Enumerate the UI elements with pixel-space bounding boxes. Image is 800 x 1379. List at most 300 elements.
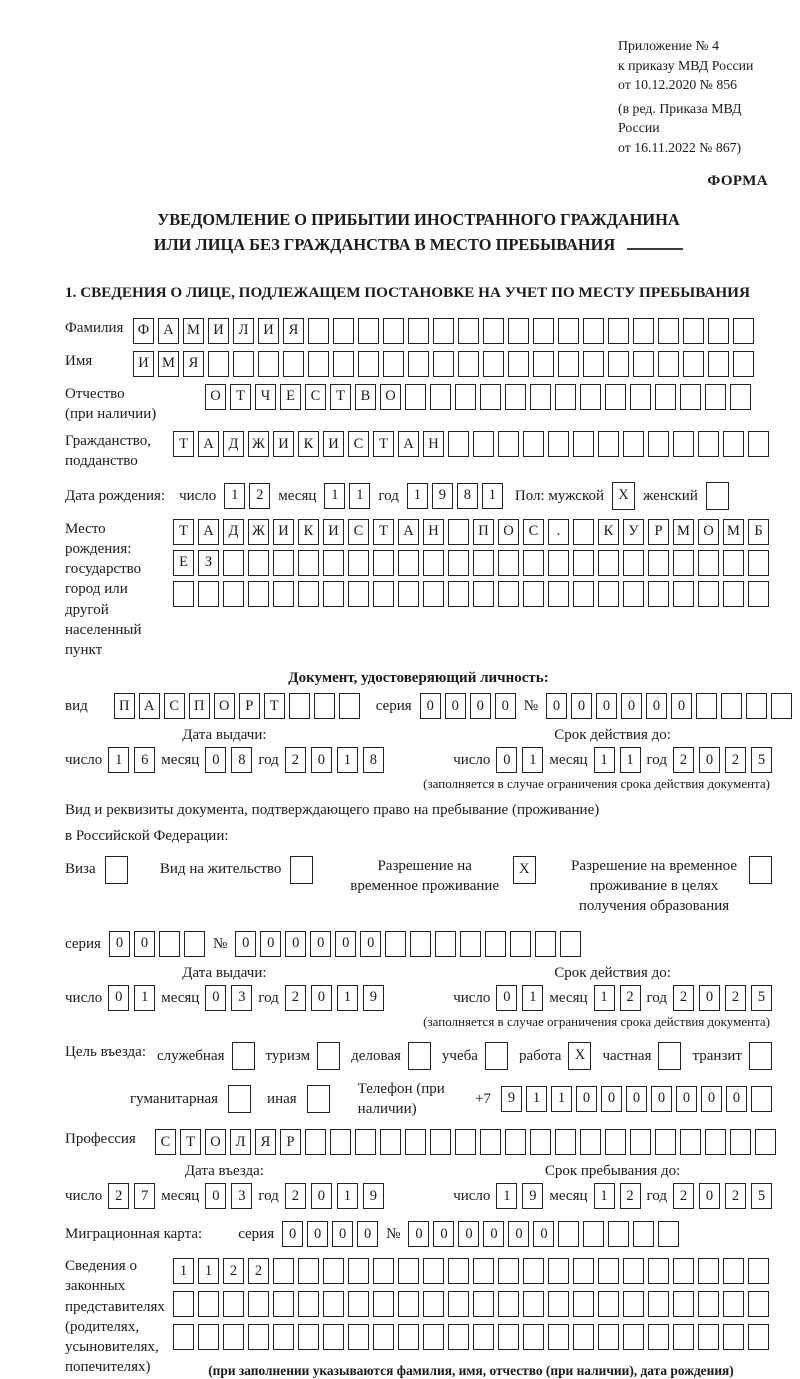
char-box[interactable]: [383, 351, 404, 377]
char-box[interactable]: Д: [223, 431, 244, 457]
char-box[interactable]: [623, 1324, 644, 1350]
char-box[interactable]: [630, 1129, 651, 1155]
char-box[interactable]: [248, 1324, 269, 1350]
char-box[interactable]: [458, 351, 479, 377]
char-box[interactable]: У: [623, 519, 644, 545]
char-box[interactable]: 2: [620, 985, 641, 1011]
char-box[interactable]: [523, 1291, 544, 1317]
char-box[interactable]: [673, 1324, 694, 1350]
char-box[interactable]: [533, 318, 554, 344]
char-box[interactable]: X: [612, 482, 635, 510]
char-box[interactable]: 0: [205, 747, 226, 773]
char-box[interactable]: [706, 482, 729, 510]
char-box[interactable]: [348, 1324, 369, 1350]
char-box[interactable]: 0: [576, 1086, 597, 1112]
char-box[interactable]: 0: [508, 1221, 529, 1247]
char-box[interactable]: 0: [571, 693, 592, 719]
char-box[interactable]: [630, 384, 651, 410]
char-box[interactable]: 0: [626, 1086, 647, 1112]
char-box[interactable]: 0: [646, 693, 667, 719]
char-box[interactable]: [583, 318, 604, 344]
char-box[interactable]: Ч: [255, 384, 276, 410]
char-box[interactable]: [523, 1324, 544, 1350]
char-box[interactable]: [498, 1291, 519, 1317]
char-box[interactable]: [298, 1324, 319, 1350]
char-box[interactable]: [233, 351, 254, 377]
char-box[interactable]: [580, 384, 601, 410]
char-box[interactable]: З: [198, 550, 219, 576]
char-box[interactable]: [583, 351, 604, 377]
char-box[interactable]: [748, 550, 769, 576]
char-box[interactable]: Л: [230, 1129, 251, 1155]
char-box[interactable]: [273, 1324, 294, 1350]
char-box[interactable]: [298, 1291, 319, 1317]
char-box[interactable]: 2: [248, 1258, 269, 1284]
char-box[interactable]: [398, 1291, 419, 1317]
char-box[interactable]: [485, 1042, 508, 1070]
char-box[interactable]: [655, 1129, 676, 1155]
char-box[interactable]: [673, 550, 694, 576]
char-box[interactable]: [398, 550, 419, 576]
char-box[interactable]: [317, 1042, 340, 1070]
char-box[interactable]: [648, 1324, 669, 1350]
char-box[interactable]: [323, 550, 344, 576]
char-box[interactable]: [433, 318, 454, 344]
char-box[interactable]: 9: [432, 483, 453, 509]
char-box[interactable]: [530, 1129, 551, 1155]
char-box[interactable]: [348, 550, 369, 576]
char-box[interactable]: [623, 1291, 644, 1317]
char-box[interactable]: [298, 1258, 319, 1284]
char-box[interactable]: [298, 550, 319, 576]
char-box[interactable]: [498, 550, 519, 576]
char-box[interactable]: [583, 1221, 604, 1247]
char-box[interactable]: [223, 1324, 244, 1350]
char-box[interactable]: [398, 1324, 419, 1350]
char-box[interactable]: [373, 581, 394, 607]
char-box[interactable]: [748, 1324, 769, 1350]
char-box[interactable]: М: [723, 519, 744, 545]
char-box[interactable]: П: [473, 519, 494, 545]
char-box[interactable]: [573, 1324, 594, 1350]
char-box[interactable]: [523, 1258, 544, 1284]
char-box[interactable]: X: [513, 856, 536, 884]
char-box[interactable]: 2: [673, 1183, 694, 1209]
char-box[interactable]: С: [348, 431, 369, 457]
char-box[interactable]: 2: [285, 1183, 306, 1209]
char-box[interactable]: 9: [501, 1086, 522, 1112]
char-box[interactable]: 7: [134, 1183, 155, 1209]
char-box[interactable]: 3: [231, 1183, 252, 1209]
char-box[interactable]: [373, 1324, 394, 1350]
char-box[interactable]: О: [380, 384, 401, 410]
char-box[interactable]: 0: [311, 985, 332, 1011]
char-box[interactable]: [232, 1042, 255, 1070]
char-box[interactable]: А: [139, 693, 160, 719]
char-box[interactable]: [560, 931, 581, 957]
char-box[interactable]: [373, 1258, 394, 1284]
char-box[interactable]: 0: [470, 693, 491, 719]
char-box[interactable]: [733, 351, 754, 377]
char-box[interactable]: [673, 1258, 694, 1284]
char-box[interactable]: 0: [699, 985, 720, 1011]
char-box[interactable]: [680, 1129, 701, 1155]
char-box[interactable]: 0: [726, 1086, 747, 1112]
char-box[interactable]: [548, 581, 569, 607]
char-box[interactable]: Т: [230, 384, 251, 410]
char-box[interactable]: 0: [651, 1086, 672, 1112]
char-box[interactable]: 2: [249, 483, 270, 509]
char-box[interactable]: 1: [337, 747, 358, 773]
char-box[interactable]: [648, 550, 669, 576]
char-box[interactable]: [355, 1129, 376, 1155]
char-box[interactable]: [605, 384, 626, 410]
char-box[interactable]: [410, 931, 431, 957]
char-box[interactable]: 2: [108, 1183, 129, 1209]
char-box[interactable]: [523, 581, 544, 607]
char-box[interactable]: [423, 1258, 444, 1284]
char-box[interactable]: [598, 1291, 619, 1317]
char-box[interactable]: [228, 1085, 251, 1113]
char-box[interactable]: [748, 431, 769, 457]
char-box[interactable]: 1: [108, 747, 129, 773]
char-box[interactable]: [173, 1324, 194, 1350]
char-box[interactable]: Я: [283, 318, 304, 344]
char-box[interactable]: [198, 1291, 219, 1317]
char-box[interactable]: [623, 550, 644, 576]
char-box[interactable]: Т: [173, 431, 194, 457]
char-box[interactable]: 1: [349, 483, 370, 509]
char-box[interactable]: 1: [594, 747, 615, 773]
char-box[interactable]: [658, 318, 679, 344]
char-box[interactable]: [385, 931, 406, 957]
char-box[interactable]: Т: [264, 693, 285, 719]
char-box[interactable]: [483, 351, 504, 377]
char-box[interactable]: Я: [255, 1129, 276, 1155]
char-box[interactable]: [498, 1258, 519, 1284]
char-box[interactable]: [523, 431, 544, 457]
char-box[interactable]: 0: [109, 931, 130, 957]
char-box[interactable]: [323, 581, 344, 607]
char-box[interactable]: И: [133, 351, 154, 377]
char-box[interactable]: [405, 384, 426, 410]
char-box[interactable]: [208, 351, 229, 377]
char-box[interactable]: [680, 384, 701, 410]
char-box[interactable]: [435, 931, 456, 957]
char-box[interactable]: 0: [458, 1221, 479, 1247]
char-box[interactable]: [698, 581, 719, 607]
char-box[interactable]: [473, 1324, 494, 1350]
char-box[interactable]: 0: [307, 1221, 328, 1247]
char-box[interactable]: [473, 1291, 494, 1317]
char-box[interactable]: 1: [496, 1183, 517, 1209]
char-box[interactable]: [698, 1258, 719, 1284]
char-box[interactable]: А: [198, 431, 219, 457]
char-box[interactable]: Т: [180, 1129, 201, 1155]
char-box[interactable]: 1: [337, 1183, 358, 1209]
char-box[interactable]: [658, 351, 679, 377]
char-box[interactable]: [533, 351, 554, 377]
char-box[interactable]: 0: [671, 693, 692, 719]
char-box[interactable]: [460, 931, 481, 957]
char-box[interactable]: [508, 351, 529, 377]
char-box[interactable]: [473, 431, 494, 457]
char-box[interactable]: [548, 1291, 569, 1317]
char-box[interactable]: [273, 1258, 294, 1284]
char-box[interactable]: [305, 1129, 326, 1155]
char-box[interactable]: 1: [337, 985, 358, 1011]
char-box[interactable]: 0: [205, 985, 226, 1011]
char-box[interactable]: 0: [699, 747, 720, 773]
char-box[interactable]: [723, 581, 744, 607]
char-box[interactable]: 0: [621, 693, 642, 719]
char-box[interactable]: 1: [173, 1258, 194, 1284]
char-box[interactable]: [548, 1324, 569, 1350]
char-box[interactable]: О: [205, 384, 226, 410]
char-box[interactable]: [505, 1129, 526, 1155]
char-box[interactable]: Н: [423, 431, 444, 457]
char-box[interactable]: 2: [285, 747, 306, 773]
char-box[interactable]: [723, 1291, 744, 1317]
char-box[interactable]: [648, 1291, 669, 1317]
char-box[interactable]: Е: [173, 550, 194, 576]
char-box[interactable]: Р: [648, 519, 669, 545]
char-box[interactable]: [751, 1086, 772, 1112]
char-box[interactable]: [173, 581, 194, 607]
char-box[interactable]: [771, 693, 792, 719]
char-box[interactable]: [573, 519, 594, 545]
char-box[interactable]: М: [183, 318, 204, 344]
char-box[interactable]: [480, 1129, 501, 1155]
char-box[interactable]: 0: [445, 693, 466, 719]
char-box[interactable]: [558, 318, 579, 344]
char-box[interactable]: 0: [332, 1221, 353, 1247]
char-box[interactable]: С: [523, 519, 544, 545]
char-box[interactable]: [473, 1258, 494, 1284]
char-box[interactable]: 5: [751, 747, 772, 773]
char-box[interactable]: [498, 431, 519, 457]
char-box[interactable]: И: [208, 318, 229, 344]
char-box[interactable]: [648, 1258, 669, 1284]
char-box[interactable]: [548, 550, 569, 576]
char-box[interactable]: С: [305, 384, 326, 410]
char-box[interactable]: 0: [360, 931, 381, 957]
char-box[interactable]: 1: [551, 1086, 572, 1112]
char-box[interactable]: [683, 318, 704, 344]
char-box[interactable]: [198, 1324, 219, 1350]
char-box[interactable]: 0: [408, 1221, 429, 1247]
char-box[interactable]: 0: [495, 693, 516, 719]
char-box[interactable]: [248, 581, 269, 607]
char-box[interactable]: Ж: [248, 519, 269, 545]
char-box[interactable]: [558, 351, 579, 377]
char-box[interactable]: [258, 351, 279, 377]
char-box[interactable]: [748, 581, 769, 607]
char-box[interactable]: [298, 581, 319, 607]
char-box[interactable]: 2: [673, 747, 694, 773]
char-box[interactable]: [408, 1042, 431, 1070]
char-box[interactable]: [598, 550, 619, 576]
char-box[interactable]: Т: [330, 384, 351, 410]
char-box[interactable]: С: [155, 1129, 176, 1155]
char-box[interactable]: [608, 318, 629, 344]
char-box[interactable]: [683, 351, 704, 377]
char-box[interactable]: 0: [601, 1086, 622, 1112]
char-box[interactable]: [373, 1291, 394, 1317]
char-box[interactable]: [173, 1291, 194, 1317]
char-box[interactable]: [273, 550, 294, 576]
char-box[interactable]: 0: [235, 931, 256, 957]
char-box[interactable]: [408, 318, 429, 344]
char-box[interactable]: А: [158, 318, 179, 344]
char-box[interactable]: 0: [483, 1221, 504, 1247]
char-box[interactable]: [730, 384, 751, 410]
char-box[interactable]: [658, 1221, 679, 1247]
char-box[interactable]: [430, 384, 451, 410]
char-box[interactable]: [548, 1258, 569, 1284]
char-box[interactable]: [673, 1291, 694, 1317]
char-box[interactable]: [330, 1129, 351, 1155]
char-box[interactable]: [408, 351, 429, 377]
char-box[interactable]: 1: [324, 483, 345, 509]
char-box[interactable]: Н: [423, 519, 444, 545]
char-box[interactable]: [708, 318, 729, 344]
char-box[interactable]: 0: [108, 985, 129, 1011]
char-box[interactable]: А: [398, 519, 419, 545]
char-box[interactable]: Р: [280, 1129, 301, 1155]
char-box[interactable]: [333, 351, 354, 377]
char-box[interactable]: [423, 550, 444, 576]
char-box[interactable]: 2: [725, 985, 746, 1011]
char-box[interactable]: М: [673, 519, 694, 545]
char-box[interactable]: [473, 581, 494, 607]
char-box[interactable]: [623, 431, 644, 457]
char-box[interactable]: И: [323, 519, 344, 545]
char-box[interactable]: [598, 581, 619, 607]
char-box[interactable]: 2: [620, 1183, 641, 1209]
char-box[interactable]: 0: [310, 931, 331, 957]
char-box[interactable]: [633, 1221, 654, 1247]
char-box[interactable]: К: [298, 431, 319, 457]
char-box[interactable]: [548, 431, 569, 457]
char-box[interactable]: [498, 1324, 519, 1350]
char-box[interactable]: 2: [725, 747, 746, 773]
char-box[interactable]: [608, 1221, 629, 1247]
char-box[interactable]: [723, 431, 744, 457]
char-box[interactable]: X: [568, 1042, 591, 1070]
char-box[interactable]: [755, 1129, 776, 1155]
char-box[interactable]: [598, 1324, 619, 1350]
char-box[interactable]: [746, 693, 767, 719]
char-box[interactable]: Я: [183, 351, 204, 377]
char-box[interactable]: И: [258, 318, 279, 344]
char-box[interactable]: 2: [673, 985, 694, 1011]
char-box[interactable]: 9: [363, 985, 384, 1011]
char-box[interactable]: [698, 1324, 719, 1350]
char-box[interactable]: О: [205, 1129, 226, 1155]
char-box[interactable]: 0: [311, 1183, 332, 1209]
char-box[interactable]: [248, 550, 269, 576]
char-box[interactable]: [723, 1324, 744, 1350]
char-box[interactable]: 1: [526, 1086, 547, 1112]
char-box[interactable]: [648, 431, 669, 457]
char-box[interactable]: Б: [748, 519, 769, 545]
char-box[interactable]: С: [348, 519, 369, 545]
char-box[interactable]: 1: [407, 483, 428, 509]
char-box[interactable]: 1: [134, 985, 155, 1011]
char-box[interactable]: С: [164, 693, 185, 719]
char-box[interactable]: [323, 1258, 344, 1284]
char-box[interactable]: [723, 550, 744, 576]
char-box[interactable]: 2: [725, 1183, 746, 1209]
char-box[interactable]: [290, 856, 313, 884]
char-box[interactable]: [348, 1291, 369, 1317]
char-box[interactable]: 5: [751, 1183, 772, 1209]
char-box[interactable]: [605, 1129, 626, 1155]
char-box[interactable]: [448, 519, 469, 545]
char-box[interactable]: [433, 351, 454, 377]
char-box[interactable]: [573, 550, 594, 576]
char-box[interactable]: 0: [676, 1086, 697, 1112]
char-box[interactable]: Т: [173, 519, 194, 545]
char-box[interactable]: [580, 1129, 601, 1155]
char-box[interactable]: 8: [457, 483, 478, 509]
char-box[interactable]: [698, 1291, 719, 1317]
char-box[interactable]: [307, 1085, 330, 1113]
char-box[interactable]: [733, 318, 754, 344]
char-box[interactable]: [398, 1258, 419, 1284]
char-box[interactable]: [159, 931, 180, 957]
char-box[interactable]: [273, 581, 294, 607]
char-box[interactable]: 9: [363, 1183, 384, 1209]
char-box[interactable]: 2: [285, 985, 306, 1011]
char-box[interactable]: Л: [233, 318, 254, 344]
char-box[interactable]: [323, 1291, 344, 1317]
char-box[interactable]: А: [198, 519, 219, 545]
char-box[interactable]: И: [273, 519, 294, 545]
char-box[interactable]: 0: [311, 747, 332, 773]
char-box[interactable]: [698, 431, 719, 457]
char-box[interactable]: 0: [357, 1221, 378, 1247]
char-box[interactable]: 0: [699, 1183, 720, 1209]
char-box[interactable]: [558, 1221, 579, 1247]
char-box[interactable]: [655, 384, 676, 410]
char-box[interactable]: [455, 384, 476, 410]
char-box[interactable]: П: [114, 693, 135, 719]
char-box[interactable]: [608, 351, 629, 377]
char-box[interactable]: [573, 1258, 594, 1284]
char-box[interactable]: Р: [239, 693, 260, 719]
char-box[interactable]: [573, 1291, 594, 1317]
char-box[interactable]: 0: [335, 931, 356, 957]
char-box[interactable]: [358, 351, 379, 377]
char-box[interactable]: Ж: [248, 431, 269, 457]
char-box[interactable]: [748, 1258, 769, 1284]
char-box[interactable]: [555, 384, 576, 410]
char-box[interactable]: [308, 351, 329, 377]
char-box[interactable]: Д: [223, 519, 244, 545]
char-box[interactable]: А: [398, 431, 419, 457]
char-box[interactable]: [423, 1324, 444, 1350]
char-box[interactable]: [633, 318, 654, 344]
char-box[interactable]: 0: [496, 985, 517, 1011]
char-box[interactable]: [448, 1324, 469, 1350]
char-box[interactable]: 1: [522, 985, 543, 1011]
char-box[interactable]: [535, 931, 556, 957]
char-box[interactable]: [283, 351, 304, 377]
char-box[interactable]: [448, 431, 469, 457]
char-box[interactable]: В: [355, 384, 376, 410]
